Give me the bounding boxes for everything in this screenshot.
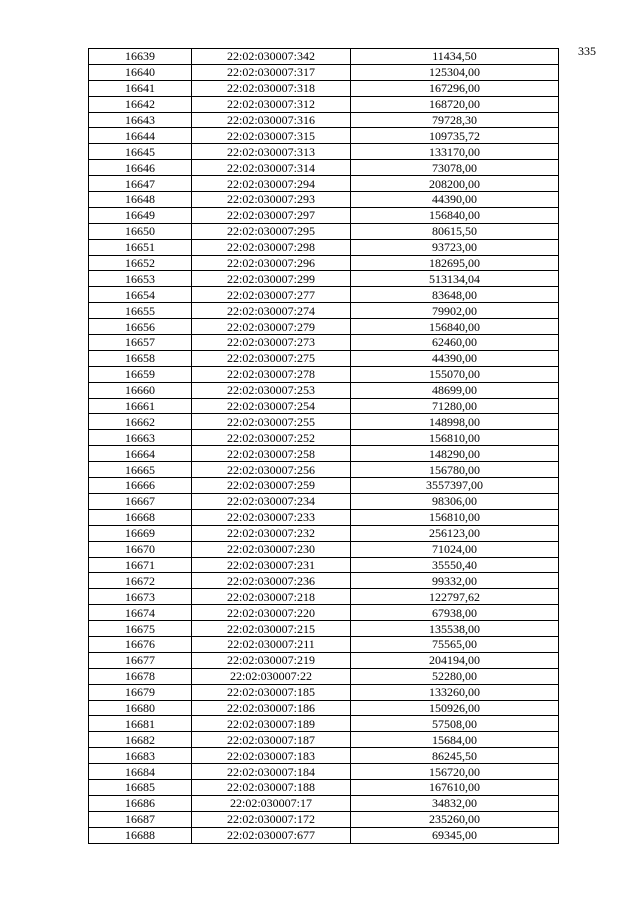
cadastral-number-cell: 22:02:030007:277 <box>192 287 351 303</box>
table-row <box>89 827 559 843</box>
table-row <box>89 525 559 541</box>
row-number-cell: 16648 <box>89 192 192 208</box>
registry-table-body <box>89 49 559 844</box>
cadastral-number-cell: 22:02:030007:278 <box>192 366 351 382</box>
table-row <box>89 779 559 795</box>
table-row <box>89 636 559 652</box>
value-cell: 125304,00 <box>351 64 559 80</box>
value-cell: 135538,00 <box>351 621 559 637</box>
cadastral-number-cell: 22:02:030007:256 <box>192 462 351 478</box>
row-number-cell: 16669 <box>89 525 192 541</box>
row-number-cell: 16655 <box>89 303 192 319</box>
value-cell: 133260,00 <box>351 684 559 700</box>
row-number-cell: 16686 <box>89 795 192 811</box>
table-row <box>89 144 559 160</box>
table-row <box>89 509 559 525</box>
value-cell: 48699,00 <box>351 382 559 398</box>
table-row <box>89 160 559 176</box>
table-row <box>89 49 559 65</box>
cadastral-number-cell: 22:02:030007:236 <box>192 573 351 589</box>
table-row <box>89 414 559 430</box>
table-row <box>89 795 559 811</box>
cadastral-number-cell: 22:02:030007:318 <box>192 80 351 96</box>
cadastral-number-cell: 22:02:030007:317 <box>192 64 351 80</box>
cadastral-number-cell: 22:02:030007:298 <box>192 239 351 255</box>
value-cell: 11434,50 <box>351 49 559 65</box>
value-cell: 155070,00 <box>351 366 559 382</box>
table-row <box>89 430 559 446</box>
cadastral-number-cell: 22:02:030007:186 <box>192 700 351 716</box>
table-row <box>89 398 559 414</box>
table-row <box>89 716 559 732</box>
row-number-cell: 16678 <box>89 668 192 684</box>
table-row <box>89 350 559 366</box>
value-cell: 513134,04 <box>351 271 559 287</box>
row-number-cell: 16657 <box>89 335 192 351</box>
cadastral-number-cell: 22:02:030007:215 <box>192 621 351 637</box>
table-row <box>89 668 559 684</box>
row-number-cell: 16653 <box>89 271 192 287</box>
row-number-cell: 16659 <box>89 366 192 382</box>
table-row <box>89 700 559 716</box>
row-number-cell: 16679 <box>89 684 192 700</box>
value-cell: 109735,72 <box>351 128 559 144</box>
table-row <box>89 319 559 335</box>
table-row <box>89 255 559 271</box>
value-cell: 256123,00 <box>351 525 559 541</box>
cadastral-number-cell: 22:02:030007:294 <box>192 176 351 192</box>
cadastral-number-cell: 22:02:030007:258 <box>192 446 351 462</box>
row-number-cell: 16644 <box>89 128 192 144</box>
cadastral-number-cell: 22:02:030007:232 <box>192 525 351 541</box>
cadastral-number-cell: 22:02:030007:297 <box>192 207 351 223</box>
row-number-cell: 16654 <box>89 287 192 303</box>
cadastral-number-cell: 22:02:030007:253 <box>192 382 351 398</box>
table-row <box>89 239 559 255</box>
cadastral-number-cell: 22:02:030007:22 <box>192 668 351 684</box>
row-number-cell: 16652 <box>89 255 192 271</box>
table-row <box>89 493 559 509</box>
row-number-cell: 16656 <box>89 319 192 335</box>
registry-table <box>88 48 559 844</box>
value-cell: 44390,00 <box>351 192 559 208</box>
table-row <box>89 366 559 382</box>
cadastral-number-cell: 22:02:030007:279 <box>192 319 351 335</box>
table-row <box>89 811 559 827</box>
cadastral-number-cell: 22:02:030007:188 <box>192 779 351 795</box>
row-number-cell: 16674 <box>89 605 192 621</box>
row-number-cell: 16676 <box>89 636 192 652</box>
cadastral-number-cell: 22:02:030007:342 <box>192 49 351 65</box>
table-row <box>89 652 559 668</box>
value-cell: 156780,00 <box>351 462 559 478</box>
table-row <box>89 192 559 208</box>
page-number: 335 <box>578 44 596 58</box>
row-number-cell: 16641 <box>89 80 192 96</box>
value-cell: 156840,00 <box>351 207 559 223</box>
value-cell: 15684,00 <box>351 732 559 748</box>
table-row <box>89 176 559 192</box>
cadastral-number-cell: 22:02:030007:293 <box>192 192 351 208</box>
row-number-cell: 16667 <box>89 493 192 509</box>
cadastral-number-cell: 22:02:030007:295 <box>192 223 351 239</box>
row-number-cell: 16663 <box>89 430 192 446</box>
value-cell: 79728,30 <box>351 112 559 128</box>
value-cell: 167296,00 <box>351 80 559 96</box>
value-cell: 167610,00 <box>351 779 559 795</box>
value-cell: 156720,00 <box>351 764 559 780</box>
row-number-cell: 16680 <box>89 700 192 716</box>
cadastral-number-cell: 22:02:030007:313 <box>192 144 351 160</box>
table-row <box>89 557 559 573</box>
table-row <box>89 478 559 494</box>
row-number-cell: 16675 <box>89 621 192 637</box>
cadastral-number-cell: 22:02:030007:231 <box>192 557 351 573</box>
row-number-cell: 16687 <box>89 811 192 827</box>
cadastral-number-cell: 22:02:030007:187 <box>192 732 351 748</box>
cadastral-number-cell: 22:02:030007:252 <box>192 430 351 446</box>
value-cell: 93723,00 <box>351 239 559 255</box>
table-row <box>89 80 559 96</box>
value-cell: 86245,50 <box>351 748 559 764</box>
cadastral-number-cell: 22:02:030007:172 <box>192 811 351 827</box>
table-row <box>89 335 559 351</box>
cadastral-number-cell: 22:02:030007:274 <box>192 303 351 319</box>
row-number-cell: 16672 <box>89 573 192 589</box>
row-number-cell: 16660 <box>89 382 192 398</box>
table-row <box>89 621 559 637</box>
cadastral-number-cell: 22:02:030007:299 <box>192 271 351 287</box>
value-cell: 204194,00 <box>351 652 559 668</box>
value-cell: 150926,00 <box>351 700 559 716</box>
table-row <box>89 287 559 303</box>
value-cell: 35550,40 <box>351 557 559 573</box>
row-number-cell: 16673 <box>89 589 192 605</box>
value-cell: 34832,00 <box>351 795 559 811</box>
value-cell: 235260,00 <box>351 811 559 827</box>
table-row <box>89 382 559 398</box>
value-cell: 80615,50 <box>351 223 559 239</box>
table-row <box>89 732 559 748</box>
cadastral-number-cell: 22:02:030007:255 <box>192 414 351 430</box>
row-number-cell: 16681 <box>89 716 192 732</box>
row-number-cell: 16649 <box>89 207 192 223</box>
value-cell: 148998,00 <box>351 414 559 430</box>
table-row <box>89 589 559 605</box>
table-row <box>89 96 559 112</box>
row-number-cell: 16665 <box>89 462 192 478</box>
row-number-cell: 16650 <box>89 223 192 239</box>
cadastral-number-cell: 22:02:030007:314 <box>192 160 351 176</box>
value-cell: 168720,00 <box>351 96 559 112</box>
value-cell: 133170,00 <box>351 144 559 160</box>
table-row <box>89 748 559 764</box>
table-row <box>89 112 559 128</box>
table-row <box>89 573 559 589</box>
cadastral-number-cell: 22:02:030007:230 <box>192 541 351 557</box>
cadastral-number-cell: 22:02:030007:218 <box>192 589 351 605</box>
cadastral-number-cell: 22:02:030007:273 <box>192 335 351 351</box>
table-row <box>89 64 559 80</box>
cadastral-number-cell: 22:02:030007:259 <box>192 478 351 494</box>
row-number-cell: 16671 <box>89 557 192 573</box>
cadastral-number-cell: 22:02:030007:211 <box>192 636 351 652</box>
cadastral-number-cell: 22:02:030007:183 <box>192 748 351 764</box>
cadastral-number-cell: 22:02:030007:677 <box>192 827 351 843</box>
cadastral-number-cell: 22:02:030007:220 <box>192 605 351 621</box>
value-cell: 156810,00 <box>351 509 559 525</box>
value-cell: 3557397,00 <box>351 478 559 494</box>
value-cell: 69345,00 <box>351 827 559 843</box>
cadastral-number-cell: 22:02:030007:254 <box>192 398 351 414</box>
row-number-cell: 16683 <box>89 748 192 764</box>
table-row <box>89 462 559 478</box>
table-row <box>89 605 559 621</box>
cadastral-number-cell: 22:02:030007:234 <box>192 493 351 509</box>
value-cell: 99332,00 <box>351 573 559 589</box>
value-cell: 71280,00 <box>351 398 559 414</box>
value-cell: 75565,00 <box>351 636 559 652</box>
row-number-cell: 16643 <box>89 112 192 128</box>
table-row <box>89 684 559 700</box>
cadastral-number-cell: 22:02:030007:219 <box>192 652 351 668</box>
cadastral-number-cell: 22:02:030007:296 <box>192 255 351 271</box>
row-number-cell: 16684 <box>89 764 192 780</box>
row-number-cell: 16662 <box>89 414 192 430</box>
cadastral-number-cell: 22:02:030007:185 <box>192 684 351 700</box>
row-number-cell: 16640 <box>89 64 192 80</box>
row-number-cell: 16670 <box>89 541 192 557</box>
row-number-cell: 16688 <box>89 827 192 843</box>
value-cell: 156840,00 <box>351 319 559 335</box>
table-row <box>89 303 559 319</box>
row-number-cell: 16651 <box>89 239 192 255</box>
row-number-cell: 16661 <box>89 398 192 414</box>
table-row <box>89 128 559 144</box>
cadastral-number-cell: 22:02:030007:184 <box>192 764 351 780</box>
value-cell: 148290,00 <box>351 446 559 462</box>
table-row <box>89 207 559 223</box>
cadastral-number-cell: 22:02:030007:312 <box>192 96 351 112</box>
cadastral-number-cell: 22:02:030007:17 <box>192 795 351 811</box>
table-row <box>89 764 559 780</box>
row-number-cell: 16685 <box>89 779 192 795</box>
value-cell: 79902,00 <box>351 303 559 319</box>
row-number-cell: 16646 <box>89 160 192 176</box>
row-number-cell: 16658 <box>89 350 192 366</box>
value-cell: 122797,62 <box>351 589 559 605</box>
cadastral-number-cell: 22:02:030007:233 <box>192 509 351 525</box>
table-row <box>89 541 559 557</box>
row-number-cell: 16645 <box>89 144 192 160</box>
value-cell: 83648,00 <box>351 287 559 303</box>
value-cell: 57508,00 <box>351 716 559 732</box>
value-cell: 71024,00 <box>351 541 559 557</box>
value-cell: 62460,00 <box>351 335 559 351</box>
row-number-cell: 16647 <box>89 176 192 192</box>
value-cell: 98306,00 <box>351 493 559 509</box>
value-cell: 182695,00 <box>351 255 559 271</box>
table-row <box>89 271 559 287</box>
value-cell: 67938,00 <box>351 605 559 621</box>
cadastral-number-cell: 22:02:030007:189 <box>192 716 351 732</box>
value-cell: 44390,00 <box>351 350 559 366</box>
cadastral-number-cell: 22:02:030007:275 <box>192 350 351 366</box>
value-cell: 156810,00 <box>351 430 559 446</box>
table-row <box>89 223 559 239</box>
row-number-cell: 16668 <box>89 509 192 525</box>
value-cell: 73078,00 <box>351 160 559 176</box>
row-number-cell: 16642 <box>89 96 192 112</box>
cadastral-number-cell: 22:02:030007:315 <box>192 128 351 144</box>
row-number-cell: 16664 <box>89 446 192 462</box>
value-cell: 208200,00 <box>351 176 559 192</box>
table-row <box>89 446 559 462</box>
row-number-cell: 16682 <box>89 732 192 748</box>
row-number-cell: 16666 <box>89 478 192 494</box>
value-cell: 52280,00 <box>351 668 559 684</box>
cadastral-number-cell: 22:02:030007:316 <box>192 112 351 128</box>
row-number-cell: 16639 <box>89 49 192 65</box>
row-number-cell: 16677 <box>89 652 192 668</box>
